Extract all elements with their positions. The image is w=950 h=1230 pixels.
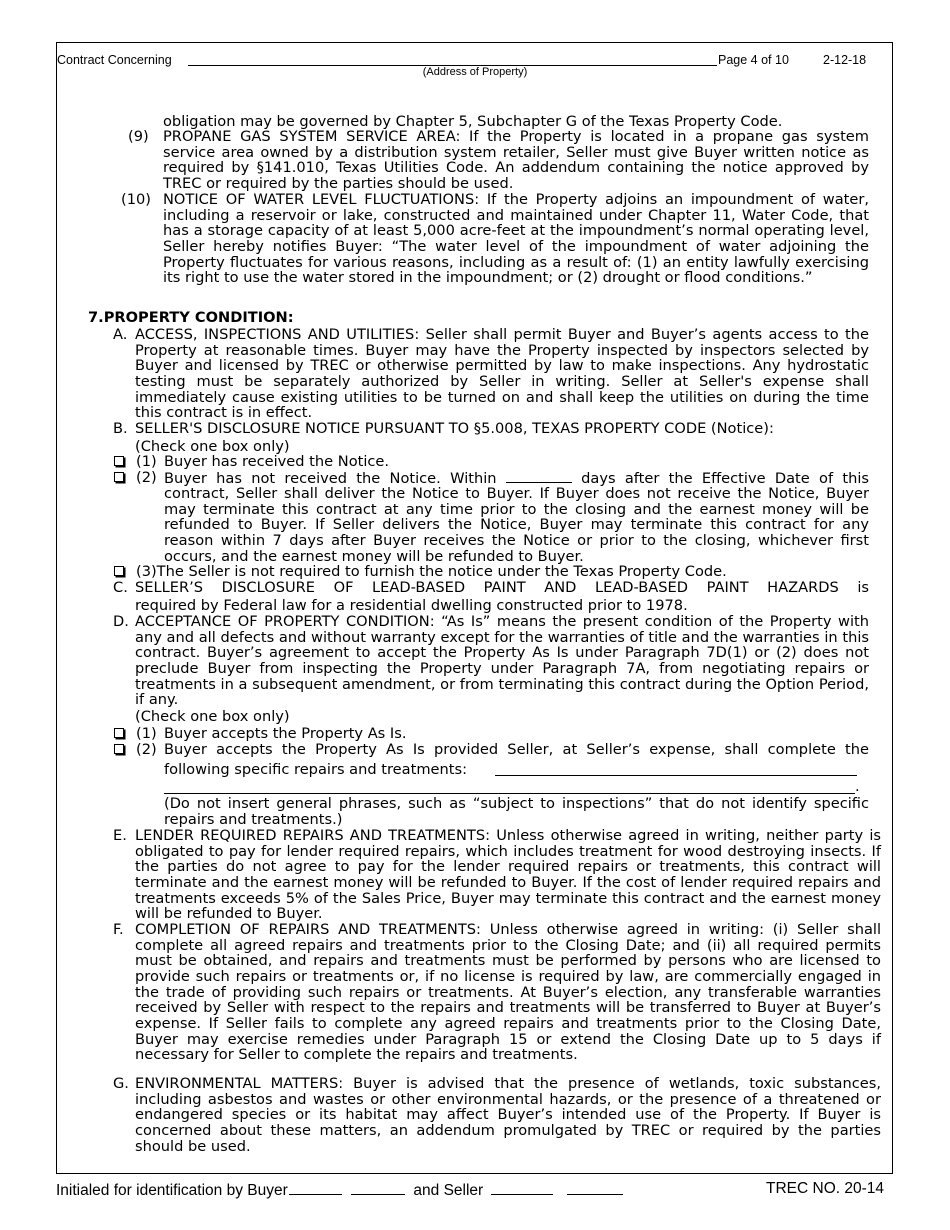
b2-days-blank[interactable] (506, 470, 572, 483)
footer-initials (56, 1180, 623, 1200)
d2-repairs-line-2[interactable] (164, 793, 855, 794)
b3-text: (3)The Seller is not required to furnish the notice under the Texas Property Code. (136, 563, 727, 580)
item-c-label: C. (113, 579, 128, 596)
d1-number: (1) (136, 725, 157, 742)
address-caption: (Address of Property) (422, 66, 528, 78)
and-seller-label: and Seller (413, 1182, 484, 1199)
item-f-completion-repairs: COMPLETION OF REPAIRS AND TREATMENTS: Unless otherwise agreed in writing: (i) Seller shall complete all agreed repairs and treatments prior to the Closing Date; and (ii) all required permits must be obtained, and repairs and treatments must be performed by persons who are licensed to provide such repairs or treatments or, if no license is required by law, are commercially engaged in the trade of providing such repairs or treatments. At Buyer’s election, any transferable warranties received by Seller with respect to the repairs and treatments will be transferred to Buyer at Buyer’s expense. If Seller fails to complete any agreed repairs and treatments prior to the Closing Date, Buyer may exercise remedies under Paragraph 15 or extend the Closing Date up to 5 days if necessary for Seller to complete the repairs and treatments. (135, 921, 881, 1064)
b3-checkbox[interactable] (114, 566, 124, 576)
b2-number: (2) (136, 469, 157, 486)
item-g-label: G. (113, 1075, 129, 1092)
paragraph-10-water-level: NOTICE OF WATER LEVEL FLUCTUATIONS: If the Property adjoins an impoundment of water, including a reservoir or lake, constructed and maintained under Chapter 11, Water Code, that has a storage capacity of at least 5,000 acre-feet at the impoundment’s normal operating level, Seller hereby notifies Buyer: “The water level of the impoundment of water adjoining the Property fluctuates for various reasons, including as a result of: (1) an entity lawfully exercising its right to use the water stored in the impoundment; or (2) drought or flood conditions.” (163, 191, 869, 287)
paragraph-9-number: (9) (128, 128, 149, 145)
d2-repairs-line-1[interactable] (495, 775, 857, 776)
item-d-check-one: (Check one box only) (135, 708, 290, 725)
d2-note: (Do not insert general phrases, such as “subject to inspections” that do not identify specific repairs and treatments.) (164, 795, 869, 828)
item-d-label: D. (113, 613, 129, 630)
d2-number: (2) (136, 741, 157, 758)
item-a-label: A. (113, 326, 128, 343)
item-e-lender-repairs: LENDER REQUIRED REPAIRS AND TREATMENTS: Unless otherwise agreed in writing, neither party is obligated to pay for lender required repairs, which includes treatment for wood destroying insects. If the parties do not agree to pay for the lender required repairs or treatments, this contract will terminate and the earnest money will be refunded to Buyer. If the cost of lender required repairs and treatments exceeds 5% of the Sales Price, Buyer may terminate this contract and the earnest money will be refunded to Buyer. (135, 827, 881, 923)
d1-text: Buyer accepts the Property As Is. (164, 725, 407, 742)
d2-line-2: following specific repairs and treatments: (164, 761, 468, 778)
item-b-check-one: (Check one box only) (135, 438, 290, 455)
buyer-initial-blank-2[interactable] (351, 1180, 405, 1195)
item-b-disclosure-notice: SELLER'S DISCLOSURE NOTICE PURSUANT TO §5.008, TEXAS PROPERTY CODE (Notice): (135, 420, 774, 437)
section-7-heading: 7.PROPERTY CONDITION: (88, 309, 294, 326)
item-c-line-1: SELLER’S DISCLOSURE OF LEAD-BASED PAINT AND LEAD-BASED PAINT HAZARDS is (135, 579, 869, 596)
b2-text-rest: contract, Seller shall deliver the Notice to Buyer. If Buyer does not receive the Notice, Buyer may terminate this contract at any time prior to the closing and the earnest money will be refunded to Buyer. If Seller delivers the Notice, Buyer may terminate this contract for any reason within 7 days after Buyer receives the Notice or prior to the closing, whichever first occurs, and the earnest money will be refunded to Buyer. (164, 485, 869, 565)
paragraph-10-number: (10) (121, 191, 151, 208)
item-g-environmental: ENVIRONMENTAL MATTERS: Buyer is advised that the presence of wetlands, toxic substances, including asbestos and wastes or other environmental hazards, or the presence of a threatened or endangered species or its habitat may affect Buyer’s intended use of the Property. If Buyer is concerned about these matters, an addendum promulgated by TREC or required by the parties should be used. (135, 1075, 881, 1155)
seller-initial-blank-2[interactable] (567, 1180, 623, 1195)
d1-checkbox[interactable] (114, 728, 124, 738)
form-number: TREC NO. 20-14 (766, 1180, 885, 1197)
b1-number: (1) (136, 453, 157, 470)
b1-text: Buyer has received the Notice. (164, 453, 390, 470)
paragraph-6-continuation: obligation may be governed by Chapter 5, Subchapter G of the Texas Property Code. (163, 113, 783, 130)
initialed-buyer-label: Initialed for identification by Buyer (56, 1182, 288, 1199)
b1-checkbox[interactable] (114, 456, 124, 466)
form-date: 2-12-18 (823, 53, 867, 67)
contract-concerning-label: Contract Concerning (57, 53, 172, 67)
b2-text-a: Buyer has not received the Notice. Within (164, 470, 497, 487)
d2-period: . (855, 778, 860, 795)
item-a-access-inspections: ACCESS, INSPECTIONS AND UTILITIES: Seller shall permit Buyer and Buyer’s agents access to the Property at reasonable times. Buyer may have the Property inspected by inspectors selected by Buyer and licensed by TREC or otherwise permitted by law to make inspections. Any hydrostatic testing must be separately authorized by Seller in writing. Seller at Seller's expense shall immediately cause existing utilities to be turned on and shall keep the utilities on during the time this contract is in effect. (135, 326, 869, 422)
item-f-label: F. (113, 921, 124, 938)
item-c-line-2: required by Federal law for a residential dwelling constructed prior to 1978. (135, 597, 688, 614)
seller-initial-blank-1[interactable] (491, 1180, 553, 1195)
b2-checkbox[interactable] (114, 472, 124, 482)
item-d-acceptance: ACCEPTANCE OF PROPERTY CONDITION: “As Is” means the present condition of the Property with any and all defects and without warranty except for the warranties of title and the warranties in this contract. Buyer’s agreement to accept the Property As Is under Paragraph 7D(1) or (2) does not preclude Buyer from inspecting the Property under Paragraph 7A, from negotiating repairs or treatments in a subsequent amendment, or from terminating this contract during the Option Period, if any. (135, 613, 869, 709)
paragraph-9-propane: PROPANE GAS SYSTEM SERVICE AREA: If the Property is located in a propane gas system service area owned by a distribution system retailer, Seller must give Buyer written notice as required by §141.010, Texas Utilities Code. An addendum containing the notice approved by TREC or required by the parties should be used. (163, 128, 869, 192)
b2-text-b: days after the Effective Date of this (581, 470, 870, 487)
page-number: Page 4 of 10 (718, 53, 789, 67)
d2-checkbox[interactable] (114, 744, 124, 754)
item-e-label: E. (113, 827, 127, 844)
item-b-label: B. (113, 420, 128, 437)
d2-line-1: Buyer accepts the Property As Is provided Seller, at Seller’s expense, shall complete the (164, 741, 869, 758)
buyer-initial-blank-1[interactable] (289, 1180, 342, 1195)
